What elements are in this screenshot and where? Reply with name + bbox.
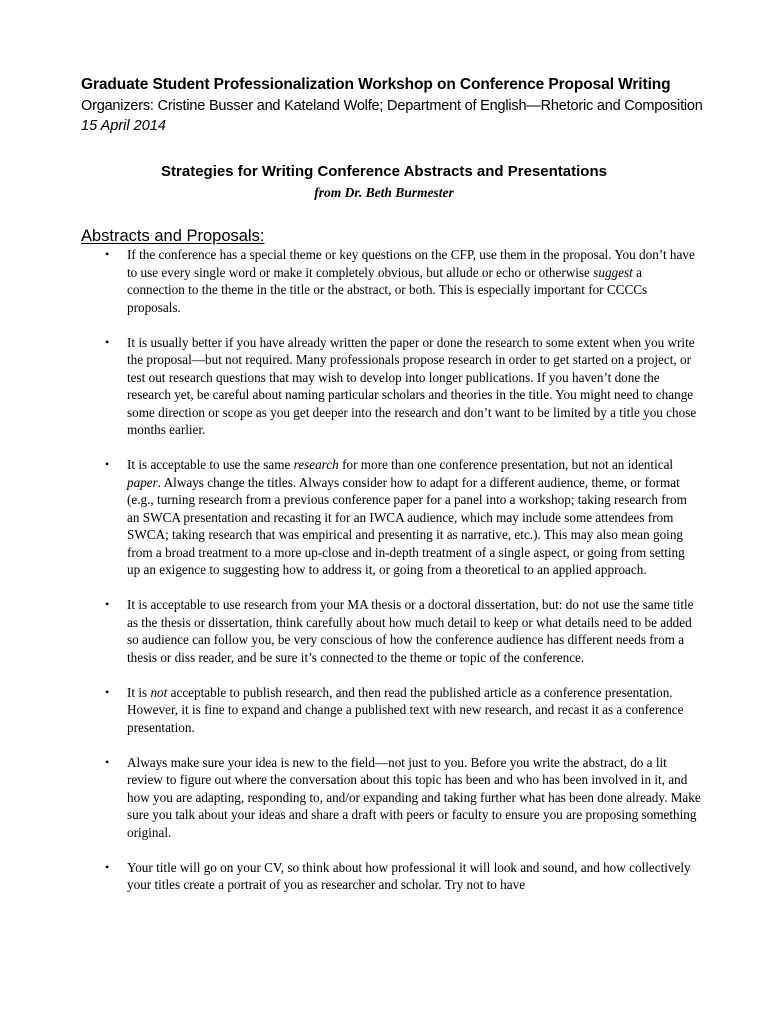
bullet-text-emphasis: suggest <box>593 264 633 280</box>
bullet-dot-icon: • <box>105 457 110 471</box>
bullet-text <box>127 684 701 737</box>
bullet-item <box>81 684 701 737</box>
bullet-text-part: . Always change the titles. Always consider how to adapt for a different audience, theme, or format (e.g., turning research from a previous conference paper for a panel into a workshop; taking research from an SWCA presentation and recasting it for an IWCA audience, which may include some attendees from SWCA; taking research that was empirical and presenting it as narrative, etc.). This may also mean going from a broad treatment to a more up-close and in-depth treatment of a single aspect, or going from setting up an exigence to suggesting how to address it, or going from a theoretical to an applied approach. <box>127 474 687 577</box>
bullet-text-part: for more than one conference presentation, but not an identical <box>338 457 674 472</box>
bullet-text <box>127 246 701 316</box>
bullet-dot-icon: • <box>105 334 110 349</box>
bullet-dot-icon: • <box>105 684 110 699</box>
bullet-text-part: It is usually better if you have already written the paper or done the research to some extent when you write the proposal—but not required. Many professionals propose research in order to get started on a project, or test out research questions that may wish to develop into longer publications. If you haven’t done the research yet, be careful about naming particular scholars and theories in the title. You might need to change some direction or scope as you get deeper into the research and don’t want to be limited by a title you chose months earlier. <box>127 334 697 437</box>
bullet-text <box>127 754 701 842</box>
bullet-text-emphasis: research <box>293 457 339 472</box>
workshop-date: 15 April 2014 <box>81 118 166 134</box>
document-subtitle: from Dr. Beth Burmester <box>314 185 454 200</box>
bullet-text <box>127 334 701 439</box>
bullet-text-part: Your title will go on your CV, so think about how professional it will look and sound, and how collectively your titles create a portrait of you as researcher and scholar. Try not to have <box>127 859 691 892</box>
bullet-text-part: It is acceptable to use the same <box>127 457 294 472</box>
bullet-dot-icon: • <box>105 754 110 769</box>
bullet-text-part: It is acceptable to use research from your MA thesis or a doctoral dissertation, but: do not use the same title as the thesis or dissertation, think carefully about how much detail to keep or what details need to be added so audience can follow you, be very conscious of how the conference audience has different needs from a thesis or diss reader, and be sure it’s connected to the theme or topic of the conference. <box>127 597 694 665</box>
bullet-text-emphasis: paper <box>127 474 158 490</box>
bullet-list <box>81 246 701 911</box>
bullet-item <box>81 334 701 439</box>
bullet-text-part: Always make sure your idea is new to the field—not just to you. Before you write the abstract, do a lit review to figure out where the conversation about this topic has been and who has been involved in it, and how you are adapting, responding to, and/or expanding and taking further what has been done already. Make sure you talk about your ideas and share a draft with peers or faculty to ensure you are proposing something original. <box>127 754 701 840</box>
bullet-text-emphasis: not <box>150 684 168 700</box>
bullet-text <box>127 859 701 894</box>
bullet-text-part: If the conference has a special theme or key questions on the CFP, use them in the proposal. You don’t have to use every single word or make it completely obvious, but allude or echo or otherwise <box>127 247 695 280</box>
bullet-item <box>81 456 701 579</box>
bullet-text <box>127 456 701 579</box>
bullet-text <box>127 596 701 666</box>
bullet-item <box>81 859 701 894</box>
bullet-text-part: acceptable to publish research, and then read the published article as a conference presentation. However, it is fine to expand and change a published text with new research, and recast it as a conference presentation. <box>127 684 684 735</box>
bullet-text-part: It is <box>127 684 151 700</box>
organizers-line: Organizers: Cristine Busser and Kateland Wolfe; Department of English—Rhetoric and Composition <box>81 98 703 114</box>
workshop-title: Graduate Student Professionalization Workshop on Conference Proposal Writing <box>81 76 671 93</box>
bullet-dot-icon: • <box>105 859 110 874</box>
bullet-dot-icon: • <box>105 597 110 611</box>
bullet-item <box>81 754 701 842</box>
bullet-item <box>81 246 701 316</box>
section-heading: Abstracts and Proposals: <box>81 227 265 245</box>
bullet-text-part: a connection to the theme in the title or the abstract, or both. This is especially important for CCCCs proposals. <box>127 264 648 315</box>
bullet-item <box>81 596 701 666</box>
document-title: Strategies for Writing Conference Abstracts and Presentations <box>161 163 607 180</box>
bullet-dot-icon: • <box>105 247 110 261</box>
